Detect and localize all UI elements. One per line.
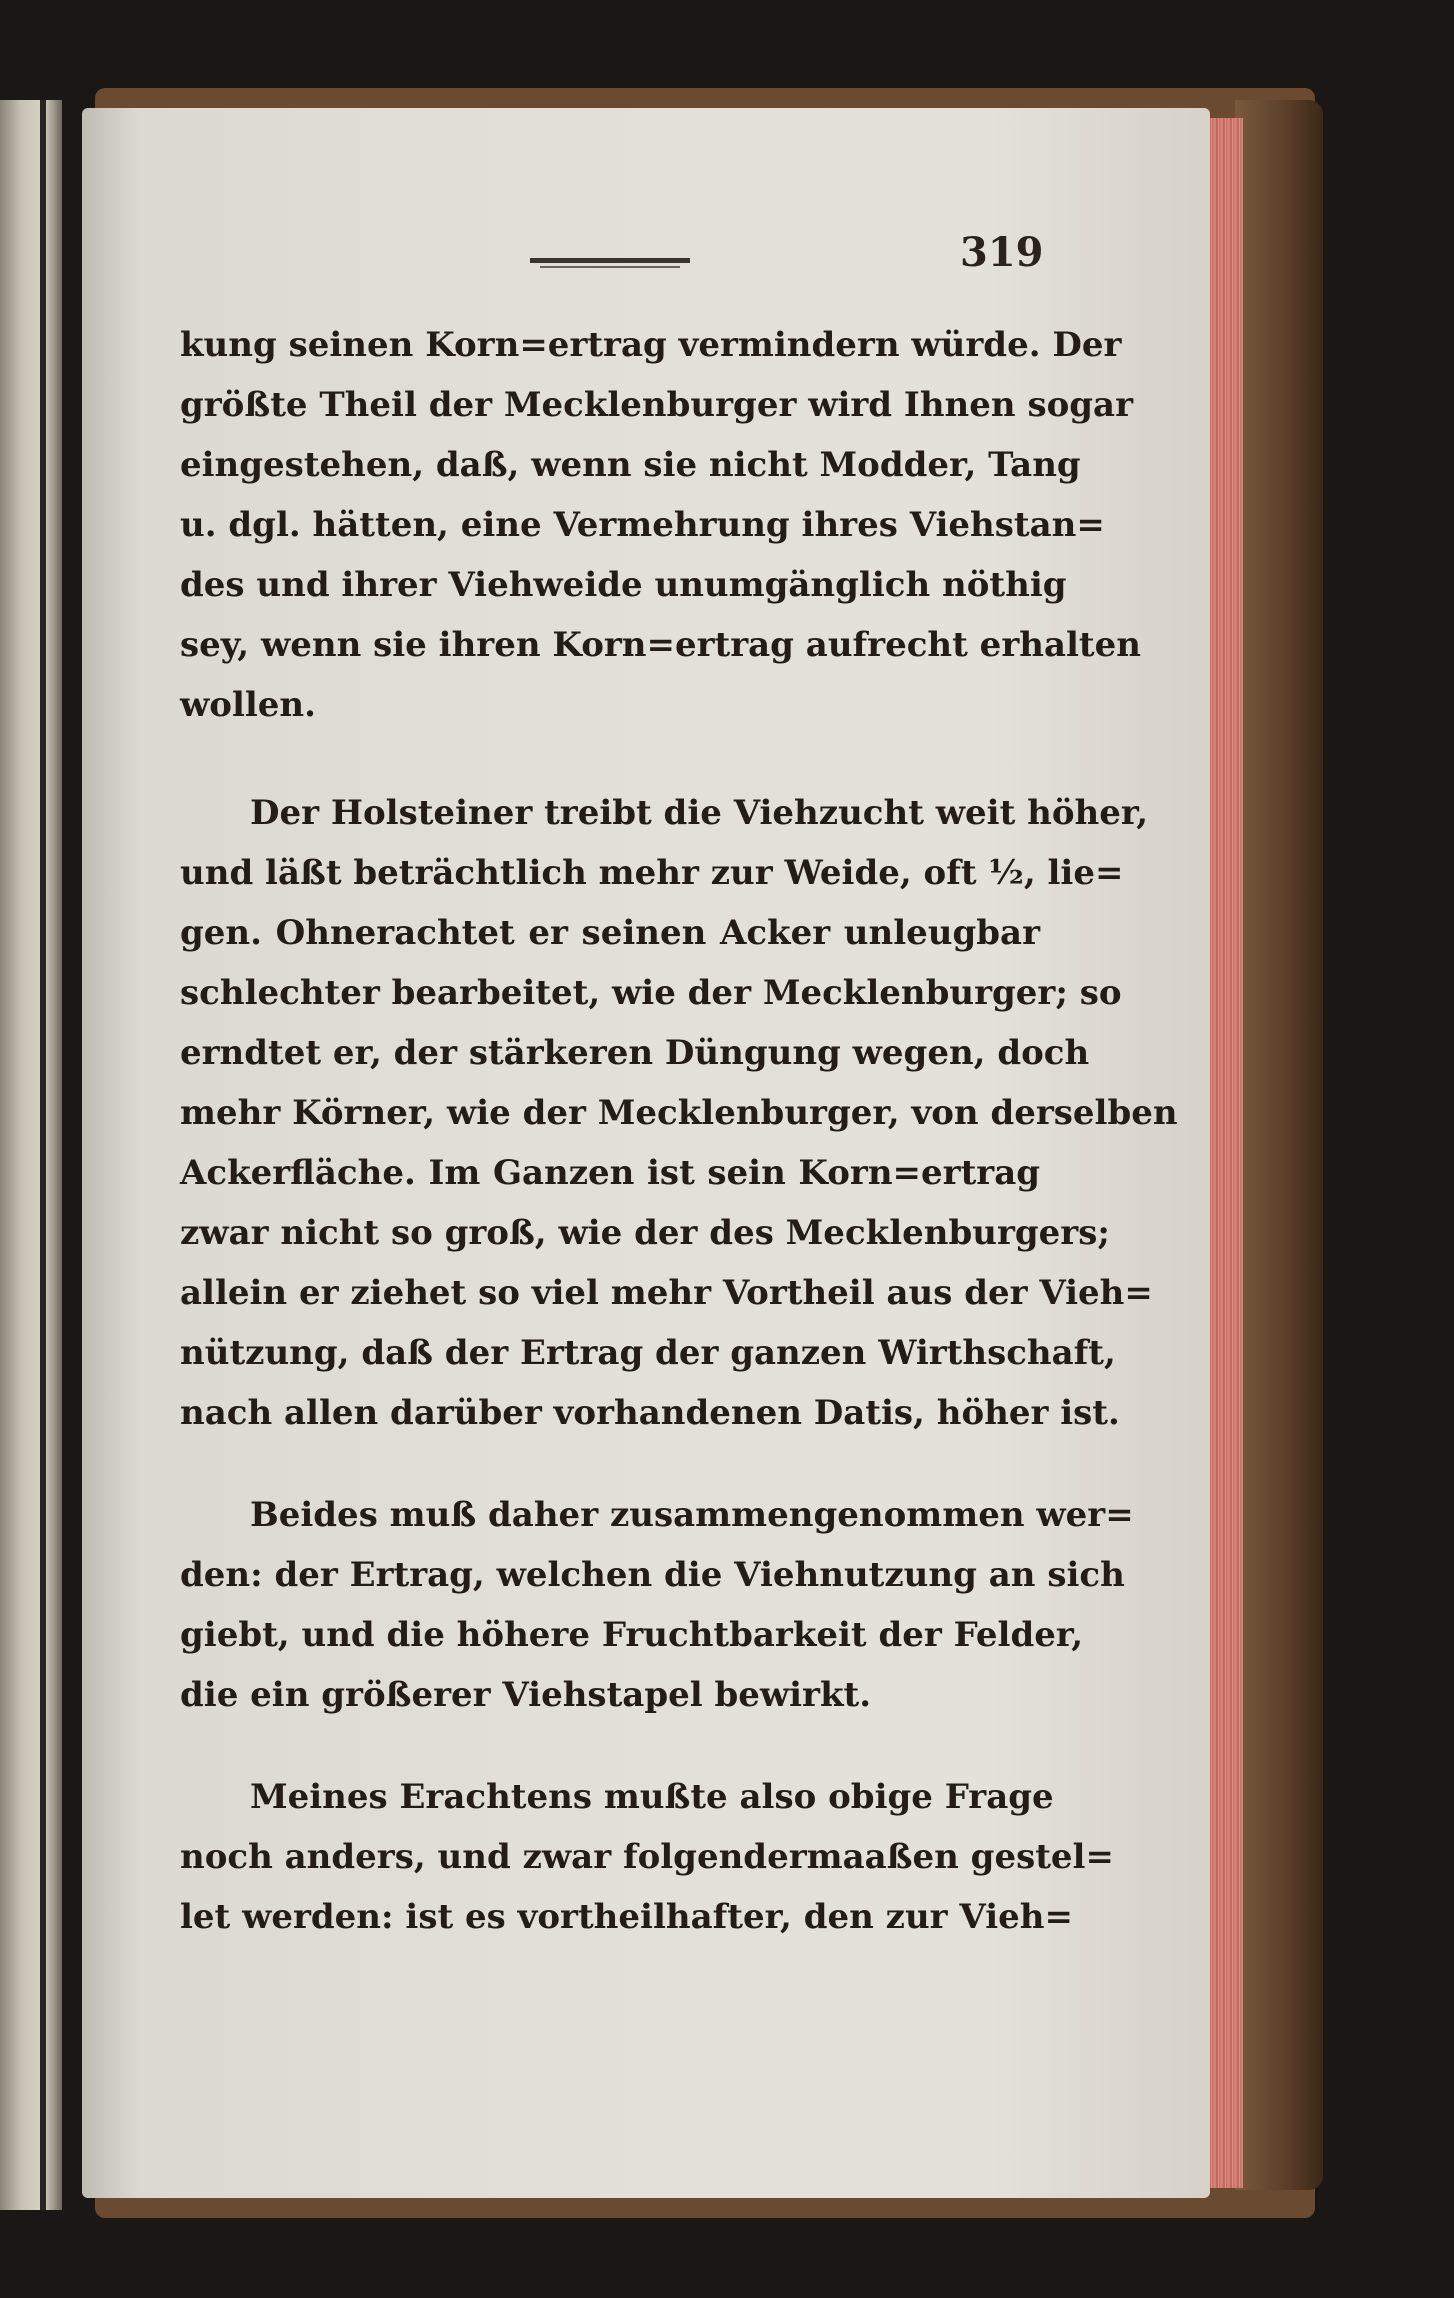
text-line: wollen. [180,685,316,725]
text-line: Ackerfläche. Im Ganzen ist sein Korn=ertrag [180,1153,1040,1193]
text-line: nach allen darüber vorhandenen Datis, höher ist. [180,1393,1120,1433]
text-line: giebt, und die höhere Fruchtbarkeit der Felder, [180,1615,1084,1655]
header-rule [530,258,690,263]
text-line: schlechter bearbeitet, wie der Mecklenburger; so [180,973,1122,1013]
text-line: gen. Ohnerachtet er seinen Acker unleugbar [180,913,1040,953]
paragraph-start: Der Holsteiner treibt die Viehzucht weit höher, [250,793,1149,833]
text-line: noch anders, und zwar folgendermaaßen gestel= [180,1837,1114,1877]
page-number: 319 [960,229,1044,276]
gutter [40,100,46,2210]
text-line: allein er ziehet so viel mehr Vortheil aus der Vieh= [180,1273,1153,1313]
text-line: die ein größerer Viehstapel bewirkt. [180,1675,872,1715]
paragraph-start: Meines Erachtens mußte also obige Frage [250,1777,1054,1817]
text-line: u. dgl. hätten, eine Vermehrung ihres Viehstan= [180,505,1105,545]
text-line: let werden: ist es vortheilhafter, den zur Vieh= [180,1897,1073,1937]
facing-page-edge [0,100,62,2210]
text-line: mehr Körner, wie der Mecklenburger, von derselben [180,1093,1178,1133]
text-line: den: der Ertrag, welchen die Viehnutzung an sich [180,1555,1125,1595]
text-line: größte Theil der Mecklenburger wird Ihnen sogar [180,385,1133,425]
red-page-edges [1205,118,1243,2188]
text-line: und läßt beträchtlich mehr zur Weide, oft ½, lie= [180,853,1124,893]
text-line: eingestehen, daß, wenn sie nicht Modder, Tang [180,445,1081,485]
text-line: zwar nicht so groß, wie der des Mecklenburgers; [180,1213,1110,1253]
cover-edge [1235,100,1323,2190]
text-line: sey, wenn sie ihren Korn=ertrag aufrecht erhalten [180,625,1141,665]
text-line: nützung, daß der Ertrag der ganzen Wirthschaft, [180,1333,1116,1373]
text-line: erndtet er, der stärkeren Düngung wegen, doch [180,1033,1090,1073]
text-line: des und ihrer Viehweide unumgänglich nöthig [180,565,1067,605]
text-line: kung seinen Korn=ertrag vermindern würde. Der [180,325,1122,365]
paragraph-start: Beides muß daher zusammengenommen wer= [250,1495,1134,1535]
